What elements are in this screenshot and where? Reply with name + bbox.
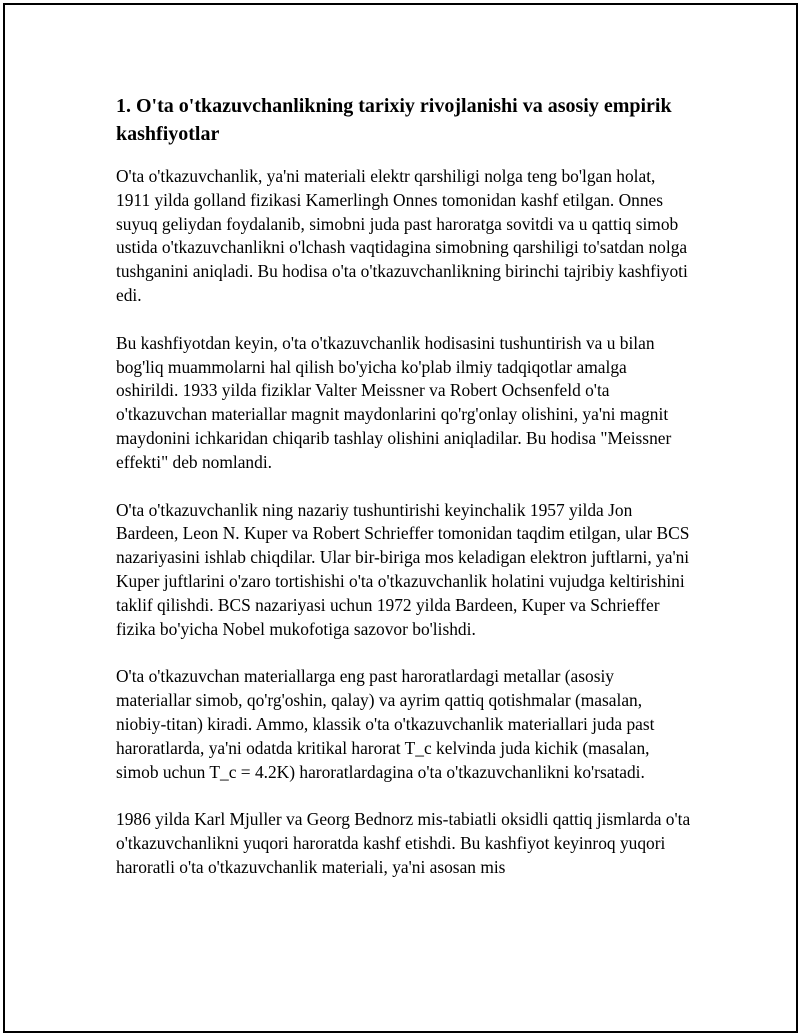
paragraph-discovery: O'ta o'tkazuvchanlik, ya'ni materiali elektr qarshiligi nolga teng bo'lgan holat, 1911 yilda golland fizikasi Kamerlingh Onnes tomonidan kashf etilgan. Onnes suyuq geliydan foydalanib, simobni juda past haroratga sovitdi va u qattiq simob ustida o'tkazuvchanlikni o'lchash vaqtidagina simobning qarshiligi to'satdan nolga tushganini aniqladi. Bu hodisa o'ta o'tkazuvchanlikning birinchi tajribiy kashfiyoti edi. xyxy=(116,166,688,305)
document-body xyxy=(116,92,691,904)
paragraph-high-temperature: 1986 yilda Karl Mjuller va Georg Bednorz mis-tabiatli oksidli qattiq jismlarda o'ta o'tkazuvchanlikni yuqori haroratda kashf etishdi. Bu kashfiyot keyinroq yuqori haroratli o'ta o'tkazuvchanlik materiali, ya'ni asosan mis xyxy=(116,809,691,877)
paragraph-bcs-theory: O'ta o'tkazuvchanlik ning nazariy tushuntirishi keyinchalik 1957 yilda Jon Bardeen, Leon N. Kuper va Robert Schrieffer tomonidan taqdim etilgan, ular BCS nazariyasini ishlab chiqdilar. Ular bir-biriga mos keladigan elektron juftlarni, ya'ni Kuper juftlarini o'zaro tortishishi o'ta o'tkazuvchanlik holatini vujudga keltirishini taklif qilishdi. BCS nazariyasi uchun 1972 yilda Bardeen, Kuper va Schrieffer fizika bo'yicha Nobel mukofotiga sazovor bo'lishdi. xyxy=(116,499,690,639)
paragraph-materials: O'ta o'tkazuvchan materiallarga eng past haroratlardagi metallar (asosiy materiallar simob, qo'rg'oshin, qalay) va ayrim qattiq qotishmalar (masalan, niobiy-titan) kiradi. Ammo, klassik o'ta o'tkazuvchanlik materiallari juda past haroratlarda, ya'ni odatda kritikal harorat T_c kelvinda juda kichik (masalan, simob uchun T_c = 4.2K) haroratlardagina o'ta o'tkazuvchanlikni ko'rsatadi. xyxy=(116,666,655,782)
section-heading: 1. O'ta o'tkazuvchanlikning tarixiy rivojlanishi va asosiy empirik kashfiyotlar xyxy=(116,95,672,145)
paragraph-meissner-effect: Bu kashfiyotdan keyin, o'ta o'tkazuvchanlik hodisasini tushuntirish va u bilan bog'liq muammolarni hal qilish bo'yicha ko'plab ilmiy tadqiqotlar amalga oshirildi. 1933 yilda fiziklar Valter Meissner va Robert Ochsenfeld o'ta o'tkazuvchan materiallar magnit maydonlarini qo'rg'onlay olishini, ya'ni magnit maydonini ichkaridan chiqarib tashlay olishini aniqladilar. Bu hodisa "Meissner effekti" deb nomlandi. xyxy=(116,332,672,472)
